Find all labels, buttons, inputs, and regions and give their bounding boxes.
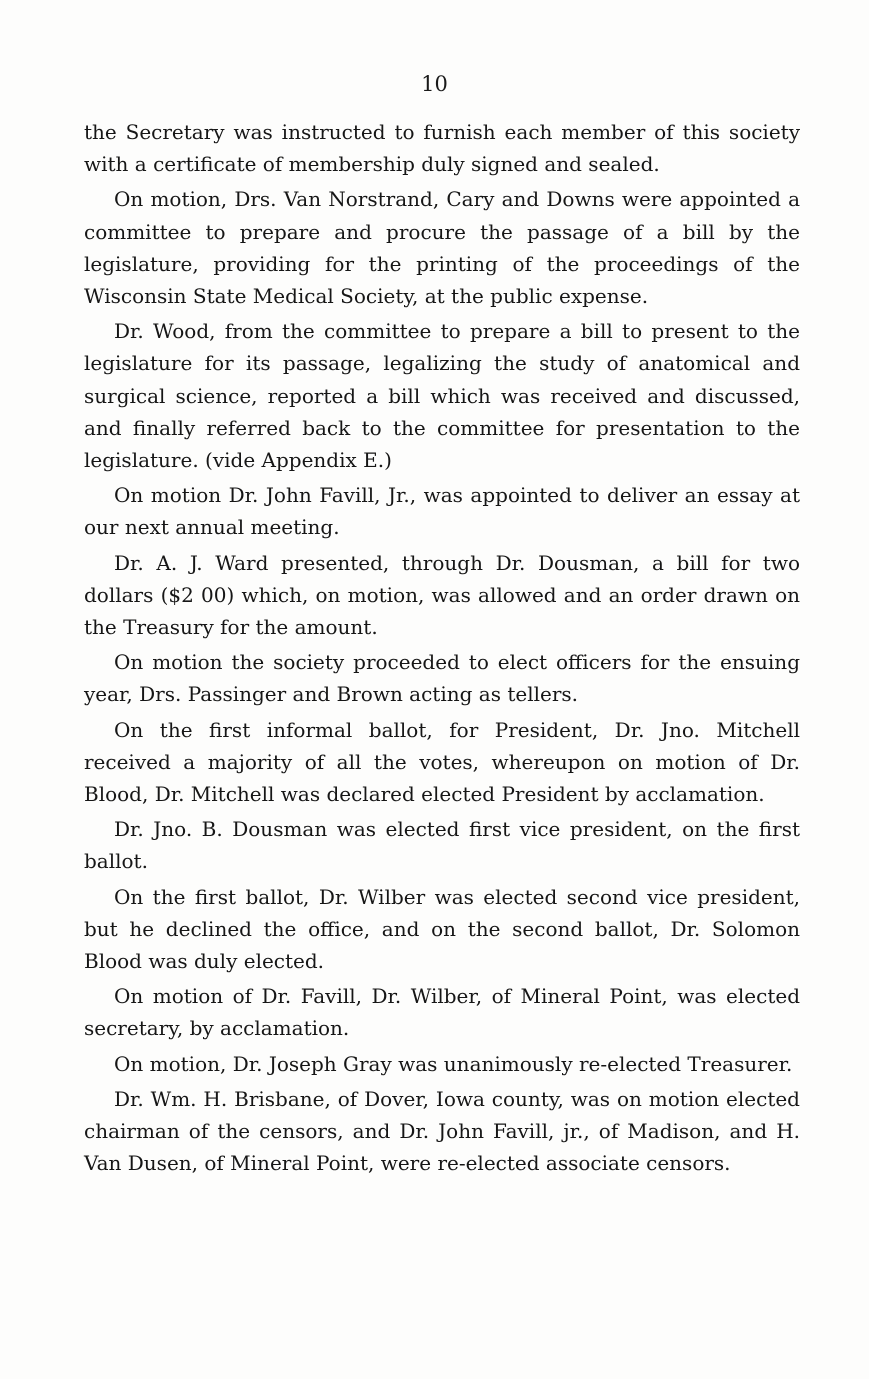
paragraph-election-tellers: On motion the society proceeded to elect officers for the ensuing year, Drs. Passinger and Brown acting as tellers. [84, 650, 800, 707]
paragraph-censors-election: Dr. Wm. H. Brisbane, of Dover, Iowa county, was on motion elected chairman of the censors, and Dr. John Favill, jr., of Madison, and H. Van Dusen, of Mineral Point, were re-elected associate censors. [84, 1086, 800, 1176]
paragraph-secretary-election: On motion of Dr. Favill, Dr. Wilber, of Mineral Point, was elected secretary, by acclamation. [84, 984, 800, 1041]
paragraph-committee-appointment: On motion, Drs. Van Norstrand, Cary and Downs were appointed a committee to prepare and procure the passage of a bill by the legislature, providing for the printing of the proceedings of the Wisconsin State Medical Society, at the public expense. [84, 187, 800, 309]
paragraph-ward-bill: Dr. A. J. Ward presented, through Dr. Dousman, a bill for two dollars ($2 00) which, on motion, was allowed and an order drawn on the Treasury for the amount. [84, 550, 800, 640]
paragraph-anatomical-bill: Dr. Wood, from the committee to prepare a bill to present to the legislature for its passage, legalizing the study of anatomical and surgical science, reported a bill which was received and discussed, and finally referred back to the committee for presentation to the legislature. (vide Appendix E.) [84, 319, 800, 473]
paragraph-treasurer-election: On motion, Dr. Joseph Gray was unanimously re-elected Treasurer. [114, 1051, 793, 1076]
paragraph-continuation: the Secretary was instructed to furnish each member of this society with a certificate of membership duly signed and sealed. [84, 120, 800, 177]
paragraph-essay-appointment: On motion Dr. John Favill, Jr., was appointed to deliver an essay at our next annual meeting. [84, 483, 800, 540]
body-text [84, 116, 800, 1183]
paragraph-president-election: On the first informal ballot, for President, Dr. Jno. Mitchell received a majority of all the votes, whereupon on motion of Dr. Blood, Dr. Mitchell was declared elected President by acclamation. [84, 717, 800, 807]
page-number: 10 [421, 72, 448, 96]
paragraph-second-vice-president: On the first ballot, Dr. Wilber was elected second vice president, but he declined the office, and on the second ballot, Dr. Solomon Blood was duly elected. [84, 884, 800, 974]
paragraph-first-vice-president: Dr. Jno. B. Dousman was elected first vice president, on the first ballot. [84, 817, 800, 874]
